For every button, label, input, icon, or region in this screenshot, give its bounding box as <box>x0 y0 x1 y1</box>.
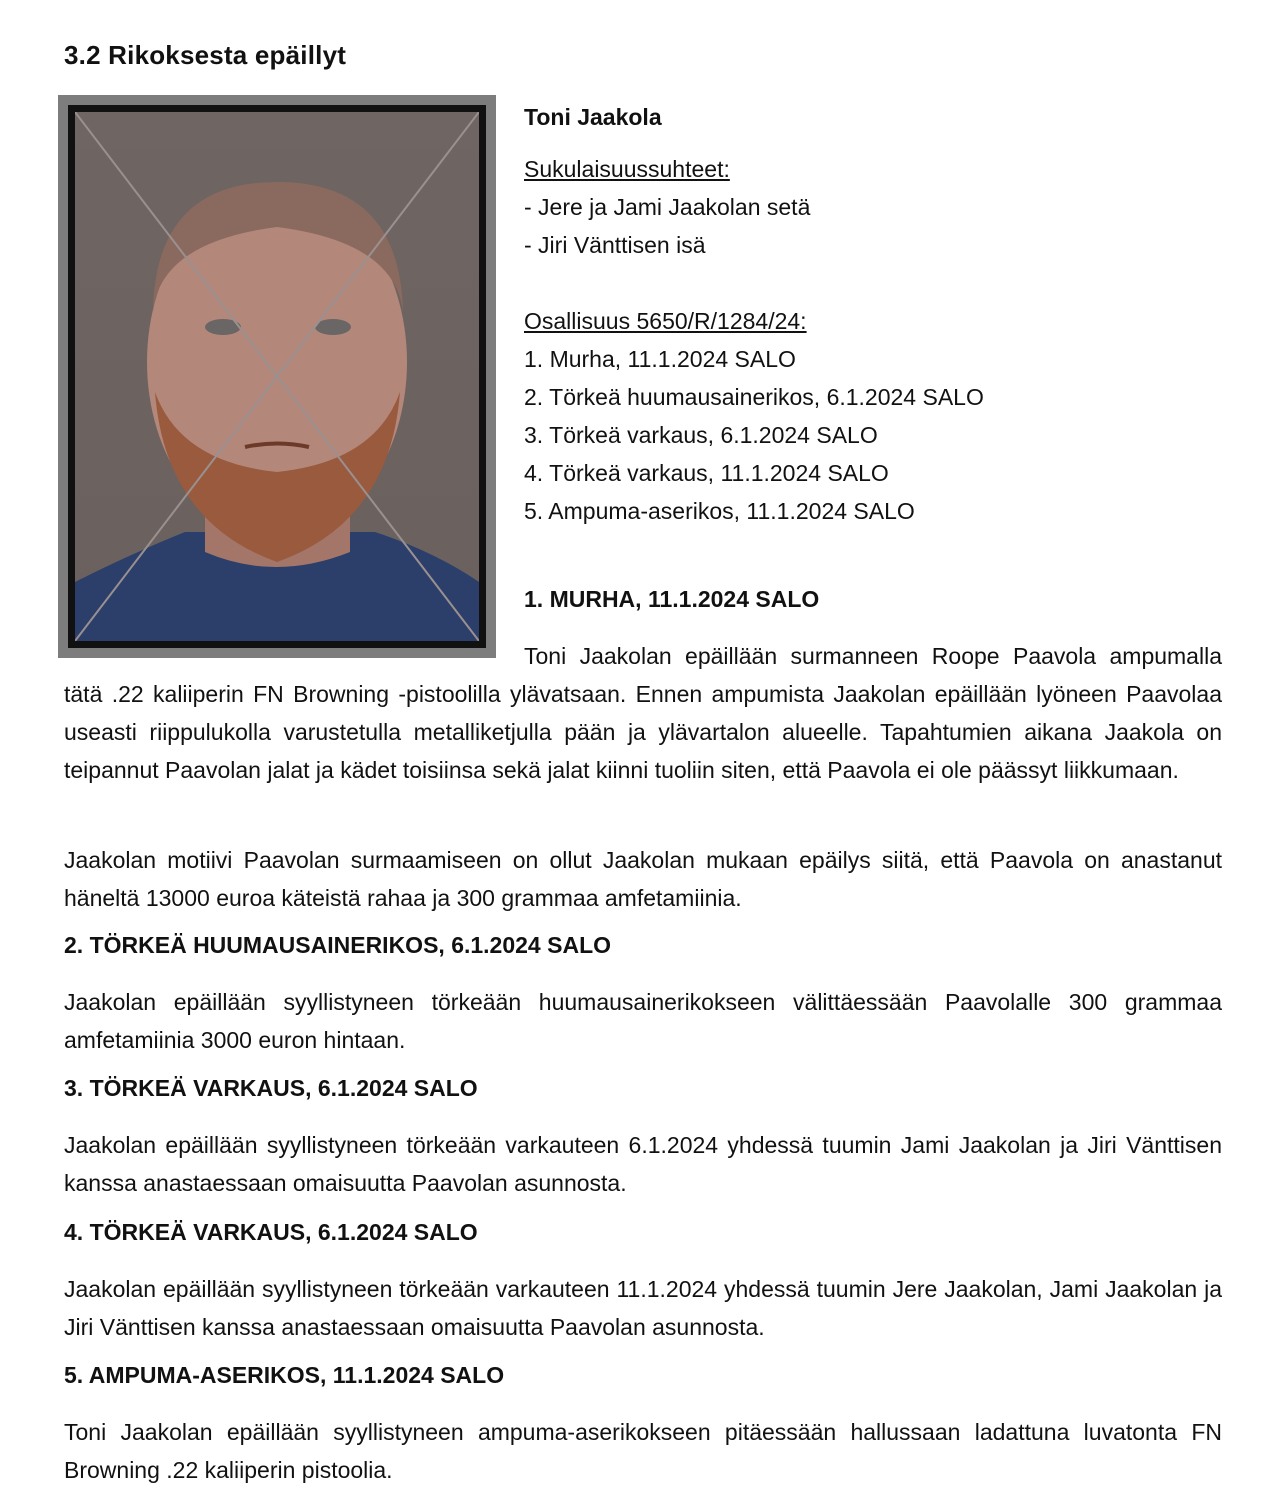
involvement-heading: Osallisuus 5650/R/1284/24: <box>524 308 807 334</box>
involvement-item: 5. Ampuma-aserikos, 11.1.2024 SALO <box>524 498 915 524</box>
section-heading-murha: 1. MURHA, 11.1.2024 SALO <box>524 586 820 612</box>
section-paragraph: Jaakolan epäillään syyllistyneen törkeään varkauteen 6.1.2024 yhdessä tuumin Jami Jaakolan ja Jiri Vänttisen kanssa anastaessaan omaisuutta Paavolan asunnosta. <box>64 1132 1222 1196</box>
image-placeholder-cross-icon <box>75 112 479 641</box>
section-paragraph: Jaakolan epäillään syyllistyneen törkeään varkauteen 11.1.2024 yhdessä tuumin Jere Jaakolan, Jami Jaakolan ja Jiri Vänttisen kanssa anastaessaan omaisuutta Paavolan asunnosta. <box>64 1276 1222 1340</box>
section-heading-varkaus-2: 4. TÖRKEÄ VARKAUS, 6.1.2024 SALO <box>64 1219 478 1245</box>
section-paragraph: Jaakolan epäillään syyllistyneen törkeään huumausainerikokseen välittäessään Paavolalle 300 grammaa amfetamiinia 3000 euron hintaan. <box>64 989 1222 1053</box>
relation-item: - Jiri Vänttisen isä <box>524 232 706 258</box>
involvement-item: 4. Törkeä varkaus, 11.1.2024 SALO <box>524 460 889 486</box>
suspect-name: Toni Jaakola <box>524 104 662 130</box>
section-heading-ampuma-aserikos: 5. AMPUMA-ASERIKOS, 11.1.2024 SALO <box>64 1362 505 1388</box>
relation-item: - Jere ja Jami Jaakolan setä <box>524 194 811 220</box>
section-paragraph: Toni Jaakolan epäillään surmanneen Roope Paavola ampumalla tätä .22 kaliiperin FN Browning -pistoolilla ylävatsaan. Ennen ampumista Jaakolan epäillään lyöneen Paavolaa useasti riippulukolla varustetulla metalliketjulla pään ja ylävartalon alueelle. Tapahtumien aikana Jaakola on teipannut Paavolan jalat ja kädet toisiinsa sekä jalat kiinni tuoliin siten, että Paavola ei ole päässyt liikkumaan. <box>64 643 1222 783</box>
suspect-info <box>524 98 1224 530</box>
relations-heading: Sukulaisuussuhteet: <box>524 156 730 182</box>
section-heading-huumausainerikos: 2. TÖRKEÄ HUUMAUSAINERIKOS, 6.1.2024 SALO <box>64 932 612 958</box>
involvement-item: 1. Murha, 11.1.2024 SALO <box>524 346 796 372</box>
section-heading-varkaus-1: 3. TÖRKEÄ VARKAUS, 6.1.2024 SALO <box>64 1075 478 1101</box>
involvement-item: 2. Törkeä huumausainerikos, 6.1.2024 SALO <box>524 384 984 410</box>
section-paragraph: Jaakolan motiivi Paavolan surmaamiseen on ollut Jaakolan mukaan epäilys siitä, että Paavola on anastanut häneltä 13000 euroa käteistä rahaa ja 300 grammaa amfetamiinia. <box>64 847 1222 911</box>
suspect-photo-frame <box>58 95 496 658</box>
involvement-item: 3. Törkeä varkaus, 6.1.2024 SALO <box>524 422 878 448</box>
section-paragraph: Toni Jaakolan epäillään syyllistyneen ampuma-aserikokseen pitäessään hallussaan ladattuna luvatonta FN Browning .22 kaliiperin pistoolia. <box>64 1419 1222 1483</box>
section-title: 3.2 Rikoksesta epäillyt <box>64 40 347 70</box>
suspect-photo <box>75 112 479 641</box>
